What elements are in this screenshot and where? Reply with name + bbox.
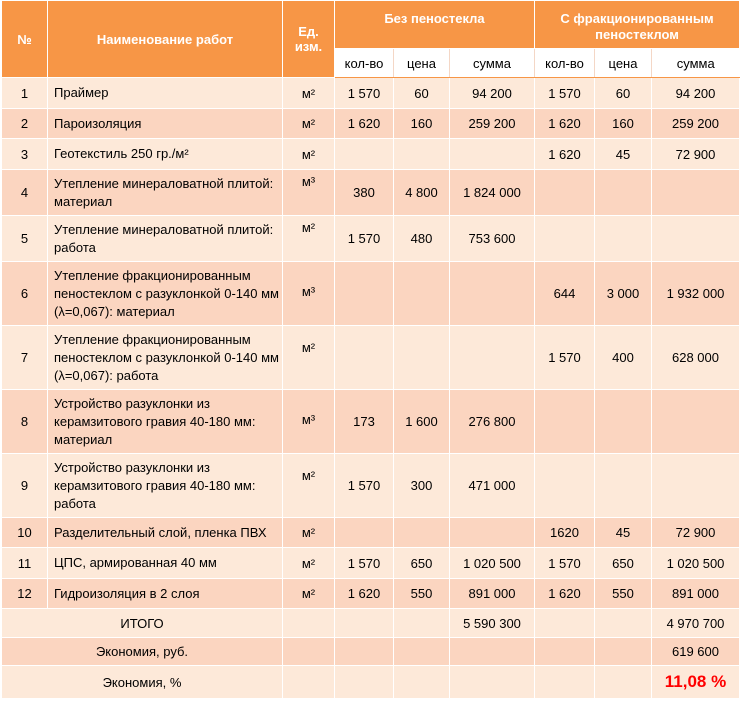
table-row [2, 262, 740, 326]
row-name: Праймер [48, 78, 283, 109]
row-b-price: 45 [595, 518, 652, 548]
row-a-price: 160 [394, 109, 450, 139]
row-a-sum: 94 200 [450, 78, 535, 109]
row-a-price [394, 518, 450, 548]
row-a-price: 650 [394, 548, 450, 579]
table-row [2, 326, 740, 390]
header-num: № [2, 1, 48, 78]
row-b-sum: 628 000 [652, 326, 740, 390]
row-name: Утепление фракционированным пеностеклом с разуклонкой 0-140 мм (λ=0,067): материал [48, 262, 283, 326]
row-b-qty: 1 620 [535, 109, 595, 139]
row-num: 9 [2, 454, 48, 518]
row-unit: м² [283, 216, 335, 262]
row-b-sum: 891 000 [652, 579, 740, 609]
row-b-qty: 1 570 [535, 78, 595, 109]
row-b-sum: 94 200 [652, 78, 740, 109]
row-num: 12 [2, 579, 48, 609]
row-b-price: 400 [595, 326, 652, 390]
row-a-sum: 259 200 [450, 109, 535, 139]
row-name: Устройство разуклонки из керамзитового гравия 40-180 мм: материал [48, 390, 283, 454]
row-a-sum [450, 326, 535, 390]
row-a-qty [335, 262, 394, 326]
row-a-sum [450, 518, 535, 548]
row-name: Пароизоляция [48, 109, 283, 139]
row-b-sum: 259 200 [652, 109, 740, 139]
row-a-qty: 1 620 [335, 109, 394, 139]
row-b-qty [535, 454, 595, 518]
savings-rub-value: 619 600 [652, 638, 740, 666]
row-unit: м² [283, 454, 335, 518]
row-b-price: 60 [595, 78, 652, 109]
row-name: Утепление минераловатной плитой: материал [48, 170, 283, 216]
row-num: 10 [2, 518, 48, 548]
row-b-qty [535, 390, 595, 454]
row-name: Устройство разуклонки из керамзитового гравия 40-180 мм: работа [48, 454, 283, 518]
table-row [2, 390, 740, 454]
row-num: 11 [2, 548, 48, 579]
row-num: 3 [2, 139, 48, 170]
row-num: 5 [2, 216, 48, 262]
row-num: 7 [2, 326, 48, 390]
row-name: Геотекстиль 250 гр./м² [48, 139, 283, 170]
header-b-price: цена [595, 49, 652, 78]
works-comparison-table [1, 0, 740, 699]
table-row [2, 170, 740, 216]
row-b-sum: 1 020 500 [652, 548, 740, 579]
row-b-sum [652, 454, 740, 518]
row-b-qty: 1 620 [535, 139, 595, 170]
row-b-qty: 1 570 [535, 548, 595, 579]
row-unit: м³ [283, 262, 335, 326]
header-a-price: цена [394, 49, 450, 78]
header-unit: Ед. изм. [283, 1, 335, 78]
row-a-price [394, 262, 450, 326]
row-a-sum: 471 000 [450, 454, 535, 518]
row-unit: м² [283, 78, 335, 109]
header-group-without-foamglass: Без пеностекла [335, 1, 535, 49]
row-b-sum: 72 900 [652, 139, 740, 170]
header-b-sum: сумма [652, 49, 740, 78]
row-unit: м² [283, 109, 335, 139]
row-b-qty: 1 570 [535, 326, 595, 390]
row-a-price [394, 326, 450, 390]
row-b-qty: 644 [535, 262, 595, 326]
row-name: Гидроизоляция в 2 слоя [48, 579, 283, 609]
row-b-sum: 1 932 000 [652, 262, 740, 326]
row-num: 1 [2, 78, 48, 109]
row-a-qty [335, 326, 394, 390]
row-num: 6 [2, 262, 48, 326]
header-b-qty: кол-во [535, 49, 595, 78]
row-name: ЦПС, армированная 40 мм [48, 548, 283, 579]
row-a-sum: 276 800 [450, 390, 535, 454]
table-row [2, 518, 740, 548]
row-unit: м³ [283, 170, 335, 216]
row-b-sum [652, 390, 740, 454]
row-num: 8 [2, 390, 48, 454]
row-a-price: 300 [394, 454, 450, 518]
row-a-qty [335, 139, 394, 170]
row-name: Утепление минераловатной плитой: работа [48, 216, 283, 262]
row-unit: м² [283, 518, 335, 548]
row-a-price: 480 [394, 216, 450, 262]
row-unit: м² [283, 139, 335, 170]
row-num: 2 [2, 109, 48, 139]
row-b-price: 3 000 [595, 262, 652, 326]
total-label: ИТОГО [2, 609, 283, 638]
row-name: Утепление фракционированным пеностеклом с разуклонкой 0-140 мм (λ=0,067): работа [48, 326, 283, 390]
row-a-qty: 173 [335, 390, 394, 454]
savings-rub-label: Экономия, руб. [2, 638, 283, 666]
row-a-qty: 1 570 [335, 548, 394, 579]
row-b-qty [535, 216, 595, 262]
row-name: Разделительный слой, пленка ПВХ [48, 518, 283, 548]
row-num: 4 [2, 170, 48, 216]
table-row [2, 579, 740, 609]
row-a-qty: 1 620 [335, 579, 394, 609]
row-a-price: 550 [394, 579, 450, 609]
row-a-sum [450, 139, 535, 170]
row-a-qty: 380 [335, 170, 394, 216]
total-row [2, 609, 740, 638]
row-a-price: 4 800 [394, 170, 450, 216]
row-a-qty: 1 570 [335, 454, 394, 518]
row-unit: м² [283, 579, 335, 609]
row-b-sum: 72 900 [652, 518, 740, 548]
table-row [2, 78, 740, 109]
row-unit: м² [283, 548, 335, 579]
row-b-qty: 1620 [535, 518, 595, 548]
row-b-price: 650 [595, 548, 652, 579]
row-b-qty: 1 620 [535, 579, 595, 609]
row-a-sum [450, 262, 535, 326]
savings-rub-row [2, 638, 740, 666]
row-a-qty: 1 570 [335, 78, 394, 109]
savings-pct-value: 11,08 % [652, 666, 740, 699]
table-row [2, 216, 740, 262]
row-b-price [595, 170, 652, 216]
table-row [2, 548, 740, 579]
row-a-sum: 891 000 [450, 579, 535, 609]
row-a-sum: 1 824 000 [450, 170, 535, 216]
row-b-sum [652, 216, 740, 262]
savings-pct-row [2, 666, 740, 699]
row-b-price [595, 390, 652, 454]
table-row [2, 109, 740, 139]
row-unit: м³ [283, 390, 335, 454]
header-group-with-foamglass: С фракционированным пеностеклом [535, 1, 740, 49]
row-b-price [595, 454, 652, 518]
table-row [2, 454, 740, 518]
row-a-qty [335, 518, 394, 548]
row-a-price: 1 600 [394, 390, 450, 454]
row-a-qty: 1 570 [335, 216, 394, 262]
row-b-price: 45 [595, 139, 652, 170]
row-a-sum: 1 020 500 [450, 548, 535, 579]
header-name: Наименование работ [48, 1, 283, 78]
header-a-qty: кол-во [335, 49, 394, 78]
total-with-foamglass: 4 970 700 [652, 609, 740, 638]
row-b-price: 550 [595, 579, 652, 609]
header-a-sum: сумма [450, 49, 535, 78]
row-b-qty [535, 170, 595, 216]
row-a-price: 60 [394, 78, 450, 109]
row-b-sum [652, 170, 740, 216]
total-without-foamglass: 5 590 300 [450, 609, 535, 638]
row-b-price: 160 [595, 109, 652, 139]
row-b-price [595, 216, 652, 262]
row-a-price [394, 139, 450, 170]
row-a-sum: 753 600 [450, 216, 535, 262]
table-row [2, 139, 740, 170]
savings-pct-label: Экономия, % [2, 666, 283, 699]
row-unit: м² [283, 326, 335, 390]
